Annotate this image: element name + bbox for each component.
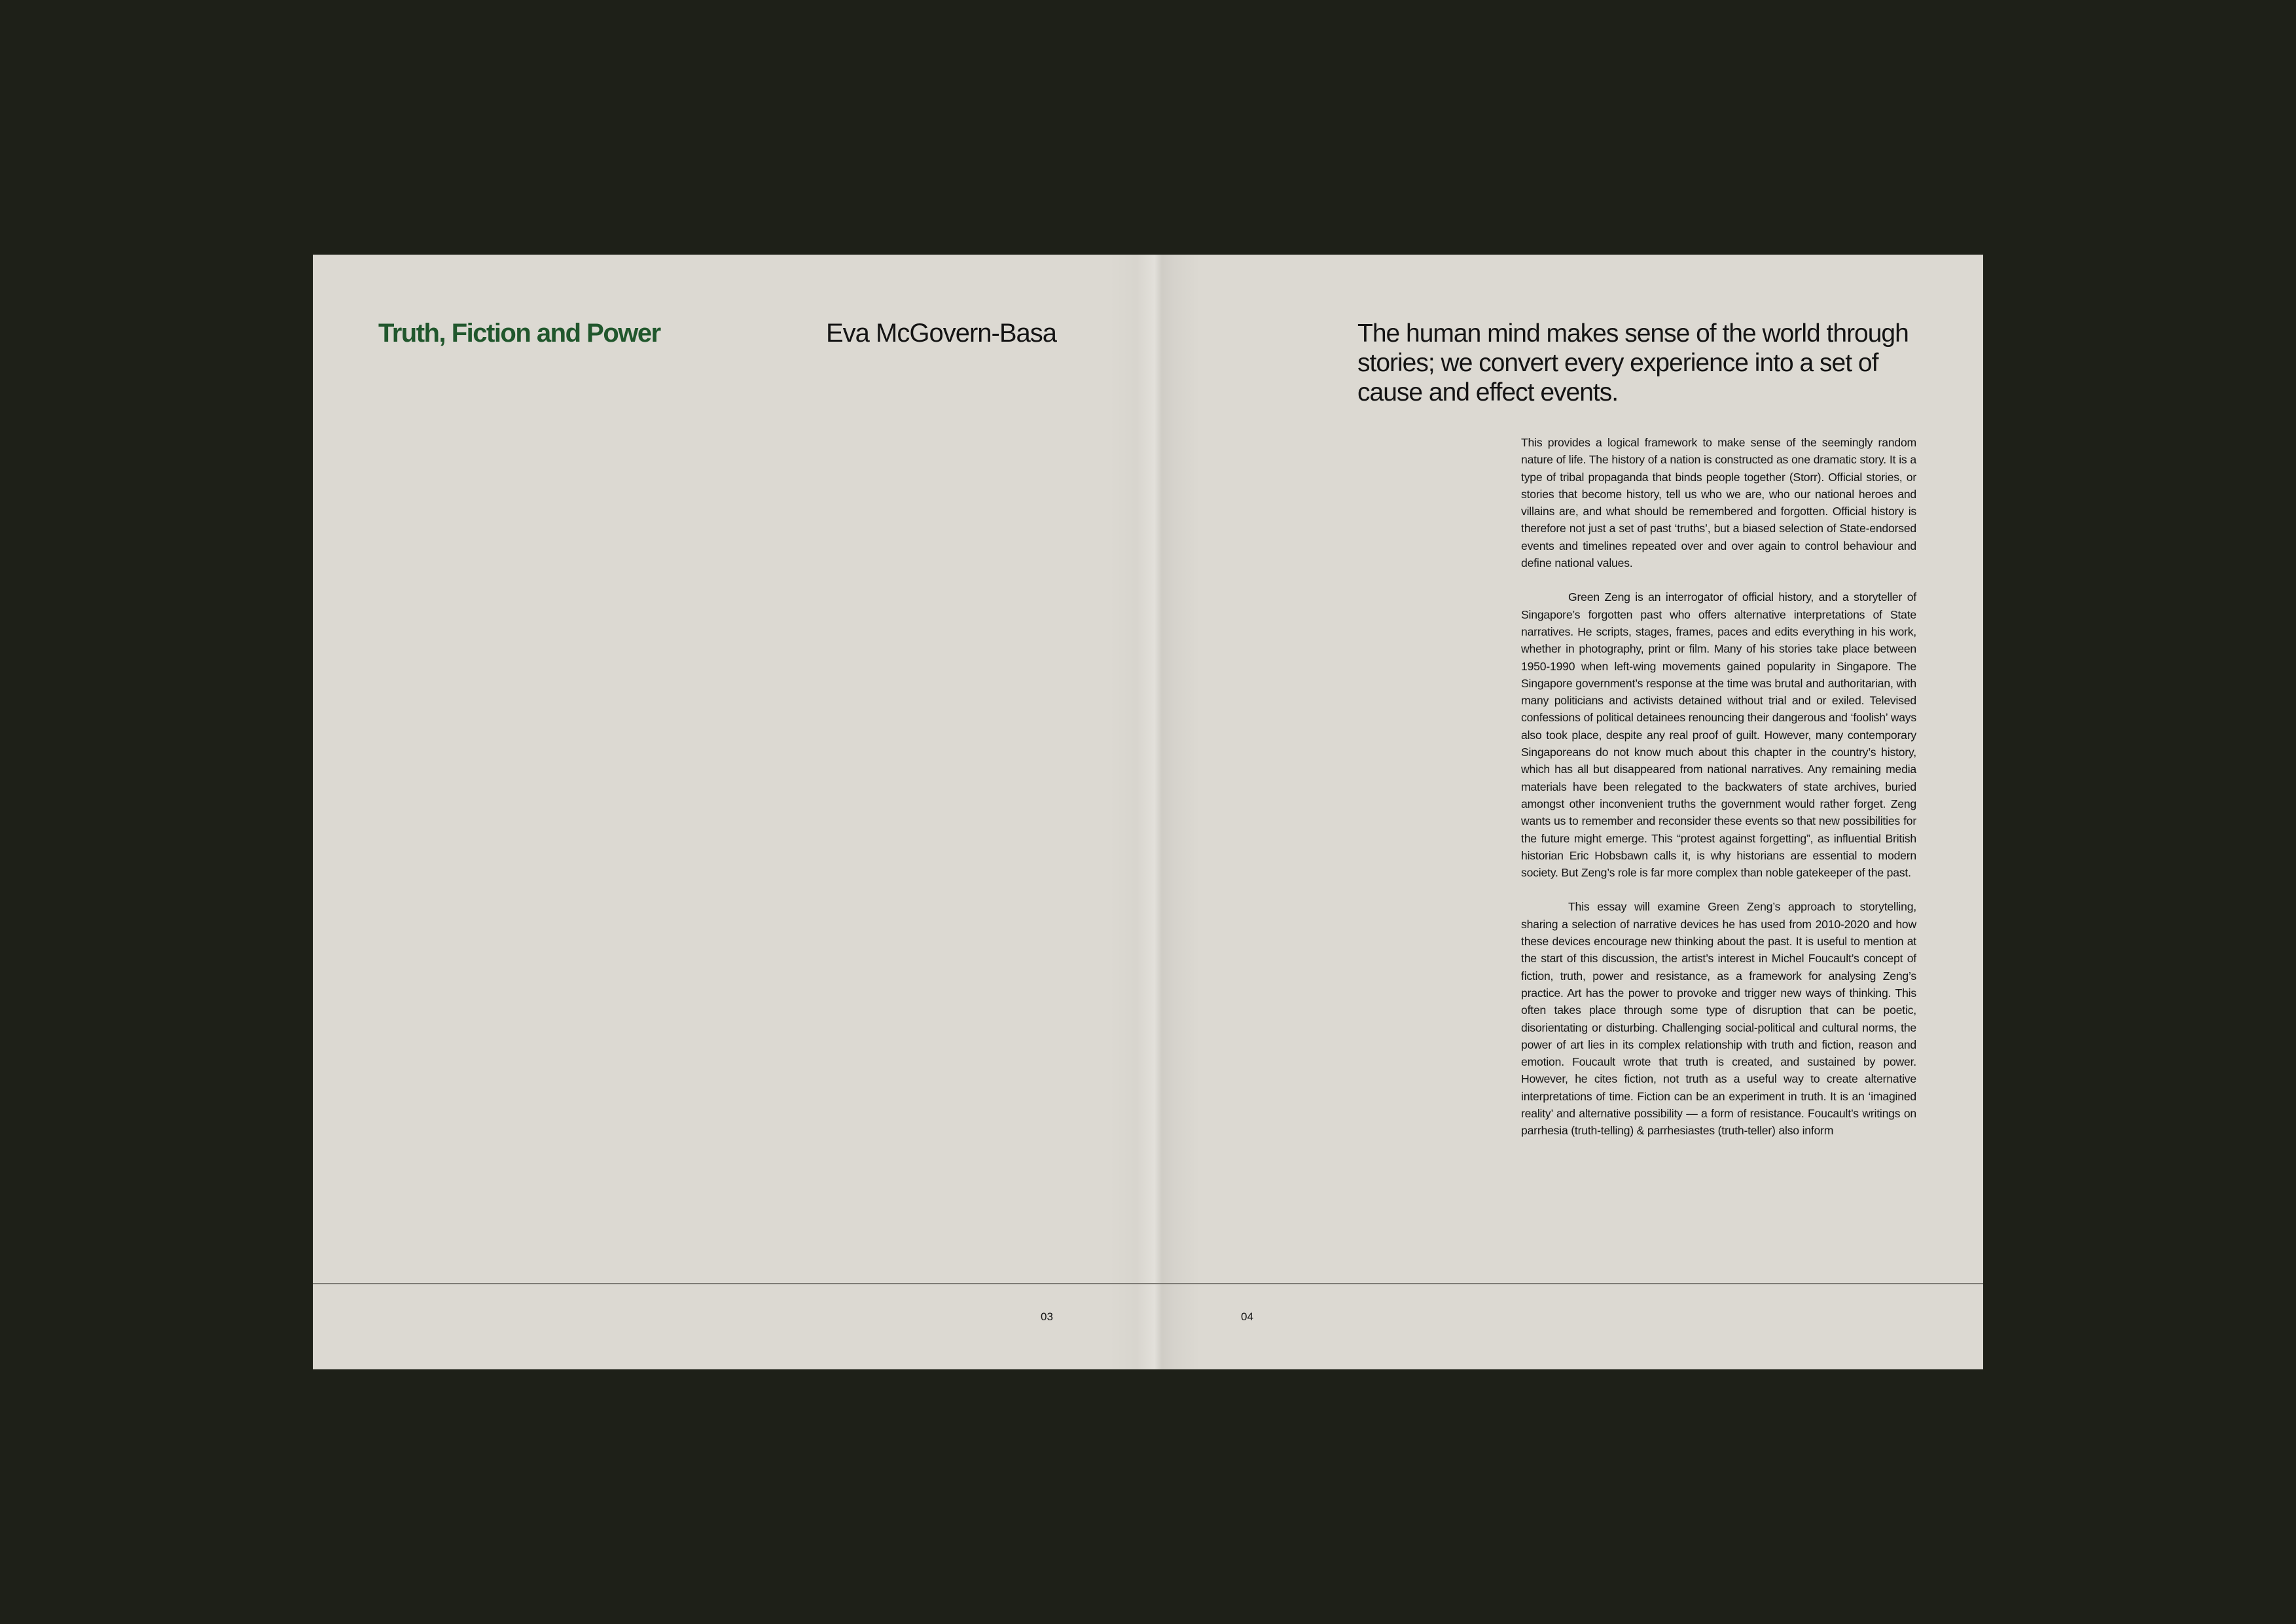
author-name: Eva McGovern-Basa [826,319,1057,348]
page-number-left: 03 [1041,1310,1053,1323]
essay-title: Truth, Fiction and Power [378,319,660,348]
body-text [1521,434,1916,1157]
body-paragraph-3: This essay will examine Green Zeng’s approach to storytelling, sharing a selection of narrative devices he has used from 2010-2020 and how these devices encourage new thinking about the past. It is useful to mention at the start of this discussion, the artist’s interest in Michel Foucault’s concept of fiction, truth, power and resistance, as a framework for analysing Zeng’s practice. Art has the power to provoke and trigger new ways of thinking. This often takes place through some type of disruption that can be poetic, disorientating or disturbing. Challenging social-political and cultural norms, the power of art lies in its complex relationship with truth and fiction, reason and emotion. Foucault wrote that truth is created, and sustained by power. However, he cites fiction, not truth as a useful way to create alternative interpretations of time. Fiction can be an experiment in truth. It is an ‘imagined reality’ and alternative possibility — a form of resistance. Foucault’s writings on parrhesia (truth-telling) & parrhesiastes (truth-teller) also inform [1521,900,1916,1138]
book-spread [313,255,1983,1369]
lede-paragraph: The human mind makes sense of the world through stories; we convert every experience into a set of cause and effect events. [1357,319,1909,406]
page-number-right: 04 [1241,1310,1253,1323]
footer-rule [313,1283,1983,1284]
book-gutter [1109,255,1200,1369]
body-paragraph-1: This provides a logical framework to make sense of the seemingly random nature of life. The history of a nation is constructed as one dramatic story. It is a type of tribal propaganda that binds people together (Storr). Official stories, or stories that become history, tell us who we are, who our national heroes and villains are, and what should be remembered and forgotten. Official history is therefore not just a set of past ‘truths’, but a biased selection of State-endorsed events and timelines repeated over and over again to control behaviour and define national values. [1521,436,1916,570]
body-paragraph-2: Green Zeng is an interrogator of official history, and a storyteller of Singapore’s forgotten past who offers alternative interpretations of State narratives. He scripts, stages, frames, paces and edits everything in his work, whether in photography, print or film. Many of his stories take place between 1950-1990 when left-wing movements gained popularity in Singapore. The Singapore government’s response at the time was brutal and authoritarian, with many politicians and activists detained without trial and or exiled. Televised confessions of political detainees renouncing their dangerous and ‘foolish’ ways also took place, despite any real proof of guilt. However, many contemporary Singaporeans do not know much about this chapter in the country’s history, which has all but disappeared from national narratives. Any remaining media materials have been relegated to the backwaters of state archives, buried amongst other inconvenient truths the government would rather forget. Zeng wants us to remember and reconsider these events so that new possibilities for the future might emerge. This “protest against forgetting”, as influential British historian Eric Hobsbawn calls it, is why historians are essential to modern society. But Zeng’s role is far more complex than noble gatekeeper of the past. [1521,590,1916,880]
